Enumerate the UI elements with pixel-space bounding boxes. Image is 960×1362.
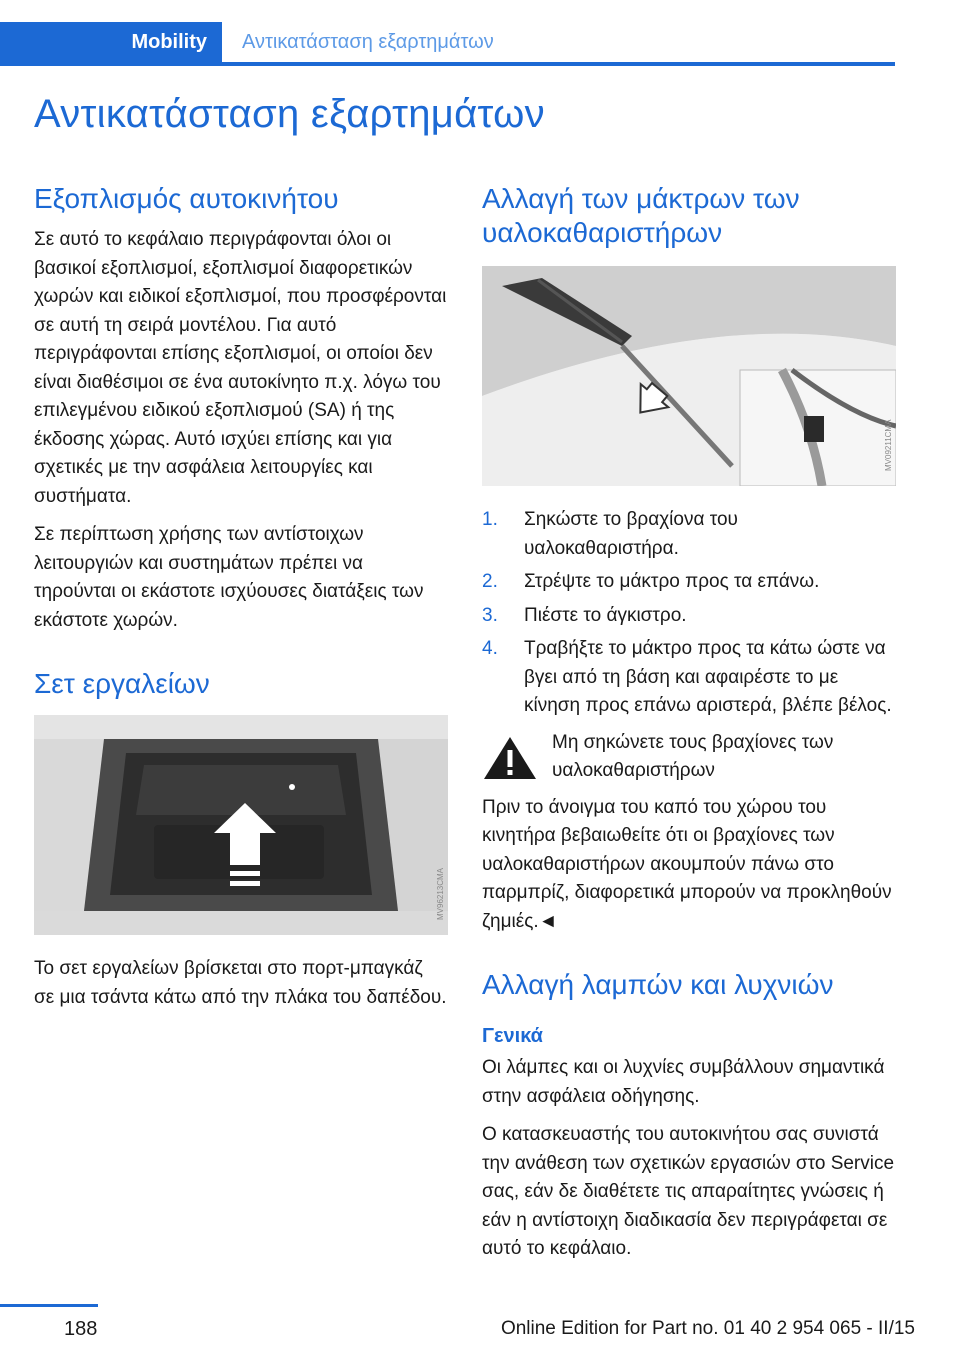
header-chapter-link[interactable]: Αντικατάσταση εξαρτημάτων [242, 30, 494, 53]
right-column [482, 182, 896, 1274]
page-header [0, 22, 895, 66]
footer-rule [0, 1304, 98, 1307]
equipment-paragraph-1: Σε αυτό το κεφάλαιο περιγράφονται όλοι οι βασικοί εξοπλισμοί, εξοπλισμοί διαφορετικών χωρών και ειδικοί εξοπλισμοί, που προσφέρονται σε αυτή τη σειρά μοντέλου. Για αυτό περιγράφονται επίσης εξοπλισμοί, οι οποίοι δεν είναι διαθέσιμοι σε ένα αυτοκίνητο π.χ. λόγω του επιλεγμένου ειδικού εξοπλισμού (SA) ή της έκδοσης χώρας. Αυτό ισχύει επίσης και για σχετικές με την ασφάλεια λειτουργίες και συστήματα. [34, 229, 447, 507]
lamps-paragraph-1: Οι λάμπες και οι λυχνίες συμβάλλουν σημαντικά στην ασφάλεια οδήγησης. [482, 1057, 885, 1107]
wiper-image-code: MV09211CMA [884, 419, 893, 471]
equipment-heading: Εξοπλισμός αυτοκινήτου [34, 183, 339, 214]
toolkit-image-code: MV96213CMA [436, 867, 445, 920]
list-item [482, 568, 896, 597]
lamps-heading: Αλλαγή λαμπών και λυχνιών [482, 969, 834, 1000]
toolkit-heading: Σετ εργαλείων [34, 668, 210, 699]
step-text: Πιέστε το άγκιστρο. [524, 604, 687, 626]
warning-text: Πριν το άνοιγμα του καπό του χώρου του κινητήρα βεβαιωθείτε ότι οι βραχίονες των υαλοκαθαριστήρων ακουμπούν πάνω στο παρμπρίζ, διαφορετικά μπορούν να προκληθούν ζημιές.◄ [482, 796, 892, 932]
step-text: Τραβήξτε το μάκτρο προς τα κάτω ώστε να βγει από τη βάση και αφαιρέστε το με κίνηση προς επάνω αριστερά, βλέπε βέλος. [524, 638, 892, 716]
toolkit-image [34, 715, 448, 935]
header-section-tab[interactable]: Mobility [0, 22, 222, 62]
equipment-paragraph-2: Σε περίπτωση χρήσης των αντίστοιχων λειτουργιών και συστημάτων πρέπει να τηρούνται οι εκάστοτε ισχύουσες διατάξεις των εκάστοτε χωρών. [34, 524, 424, 631]
step-number: 2. [482, 571, 498, 592]
warning-triangle-icon [482, 729, 552, 786]
toolkit-paragraph: Το σετ εργαλείων βρίσκεται στο πορτ-μπαγκάζ σε μια τσάντα κάτω από την πλάκα του δαπέδου. [34, 958, 447, 1008]
step-number: 4. [482, 638, 498, 659]
page-number: 188 [64, 1318, 98, 1340]
step-number: 1. [482, 509, 498, 530]
wiper-steps-list [482, 506, 896, 721]
list-item [482, 506, 896, 563]
wipers-heading: Αλλαγή των μάκτρων των υαλοκαθαριστήρων [482, 183, 800, 248]
header-rule [0, 62, 895, 66]
lamps-paragraph-2: Ο κατασκευαστής του αυτοκινήτου σας συνιστά την ανάθεση των σχετικών εργασιών στο Service σας, εάν δε διαθέτετε τις απαραίτητες γνώσεις ή εάν η αντίστοιχη διαδικασία δεν περιγράφεται σε αυτό το κεφάλαιο. [482, 1124, 895, 1259]
left-column [34, 182, 448, 1022]
page-title: Αντικατάσταση εξαρτημάτων [34, 92, 545, 136]
lamps-subheading: Γενικά [482, 1025, 543, 1047]
warning-title: Μη σηκώνετε τους βραχίονες των υαλοκαθαριστήρων [552, 731, 834, 781]
step-text: Στρέψτε το μάκτρο προς τα επάνω. [524, 571, 820, 592]
footer-edition: Online Edition for Part no. 01 40 2 954 065 - II/15 [500, 1318, 915, 1339]
list-item [482, 602, 896, 631]
list-item [482, 635, 896, 721]
warning-block [482, 729, 896, 786]
step-number: 3. [482, 604, 498, 626]
wiper-image [482, 266, 896, 486]
step-text: Σηκώστε το βραχίονα του υαλοκαθαριστήρα. [524, 509, 738, 559]
